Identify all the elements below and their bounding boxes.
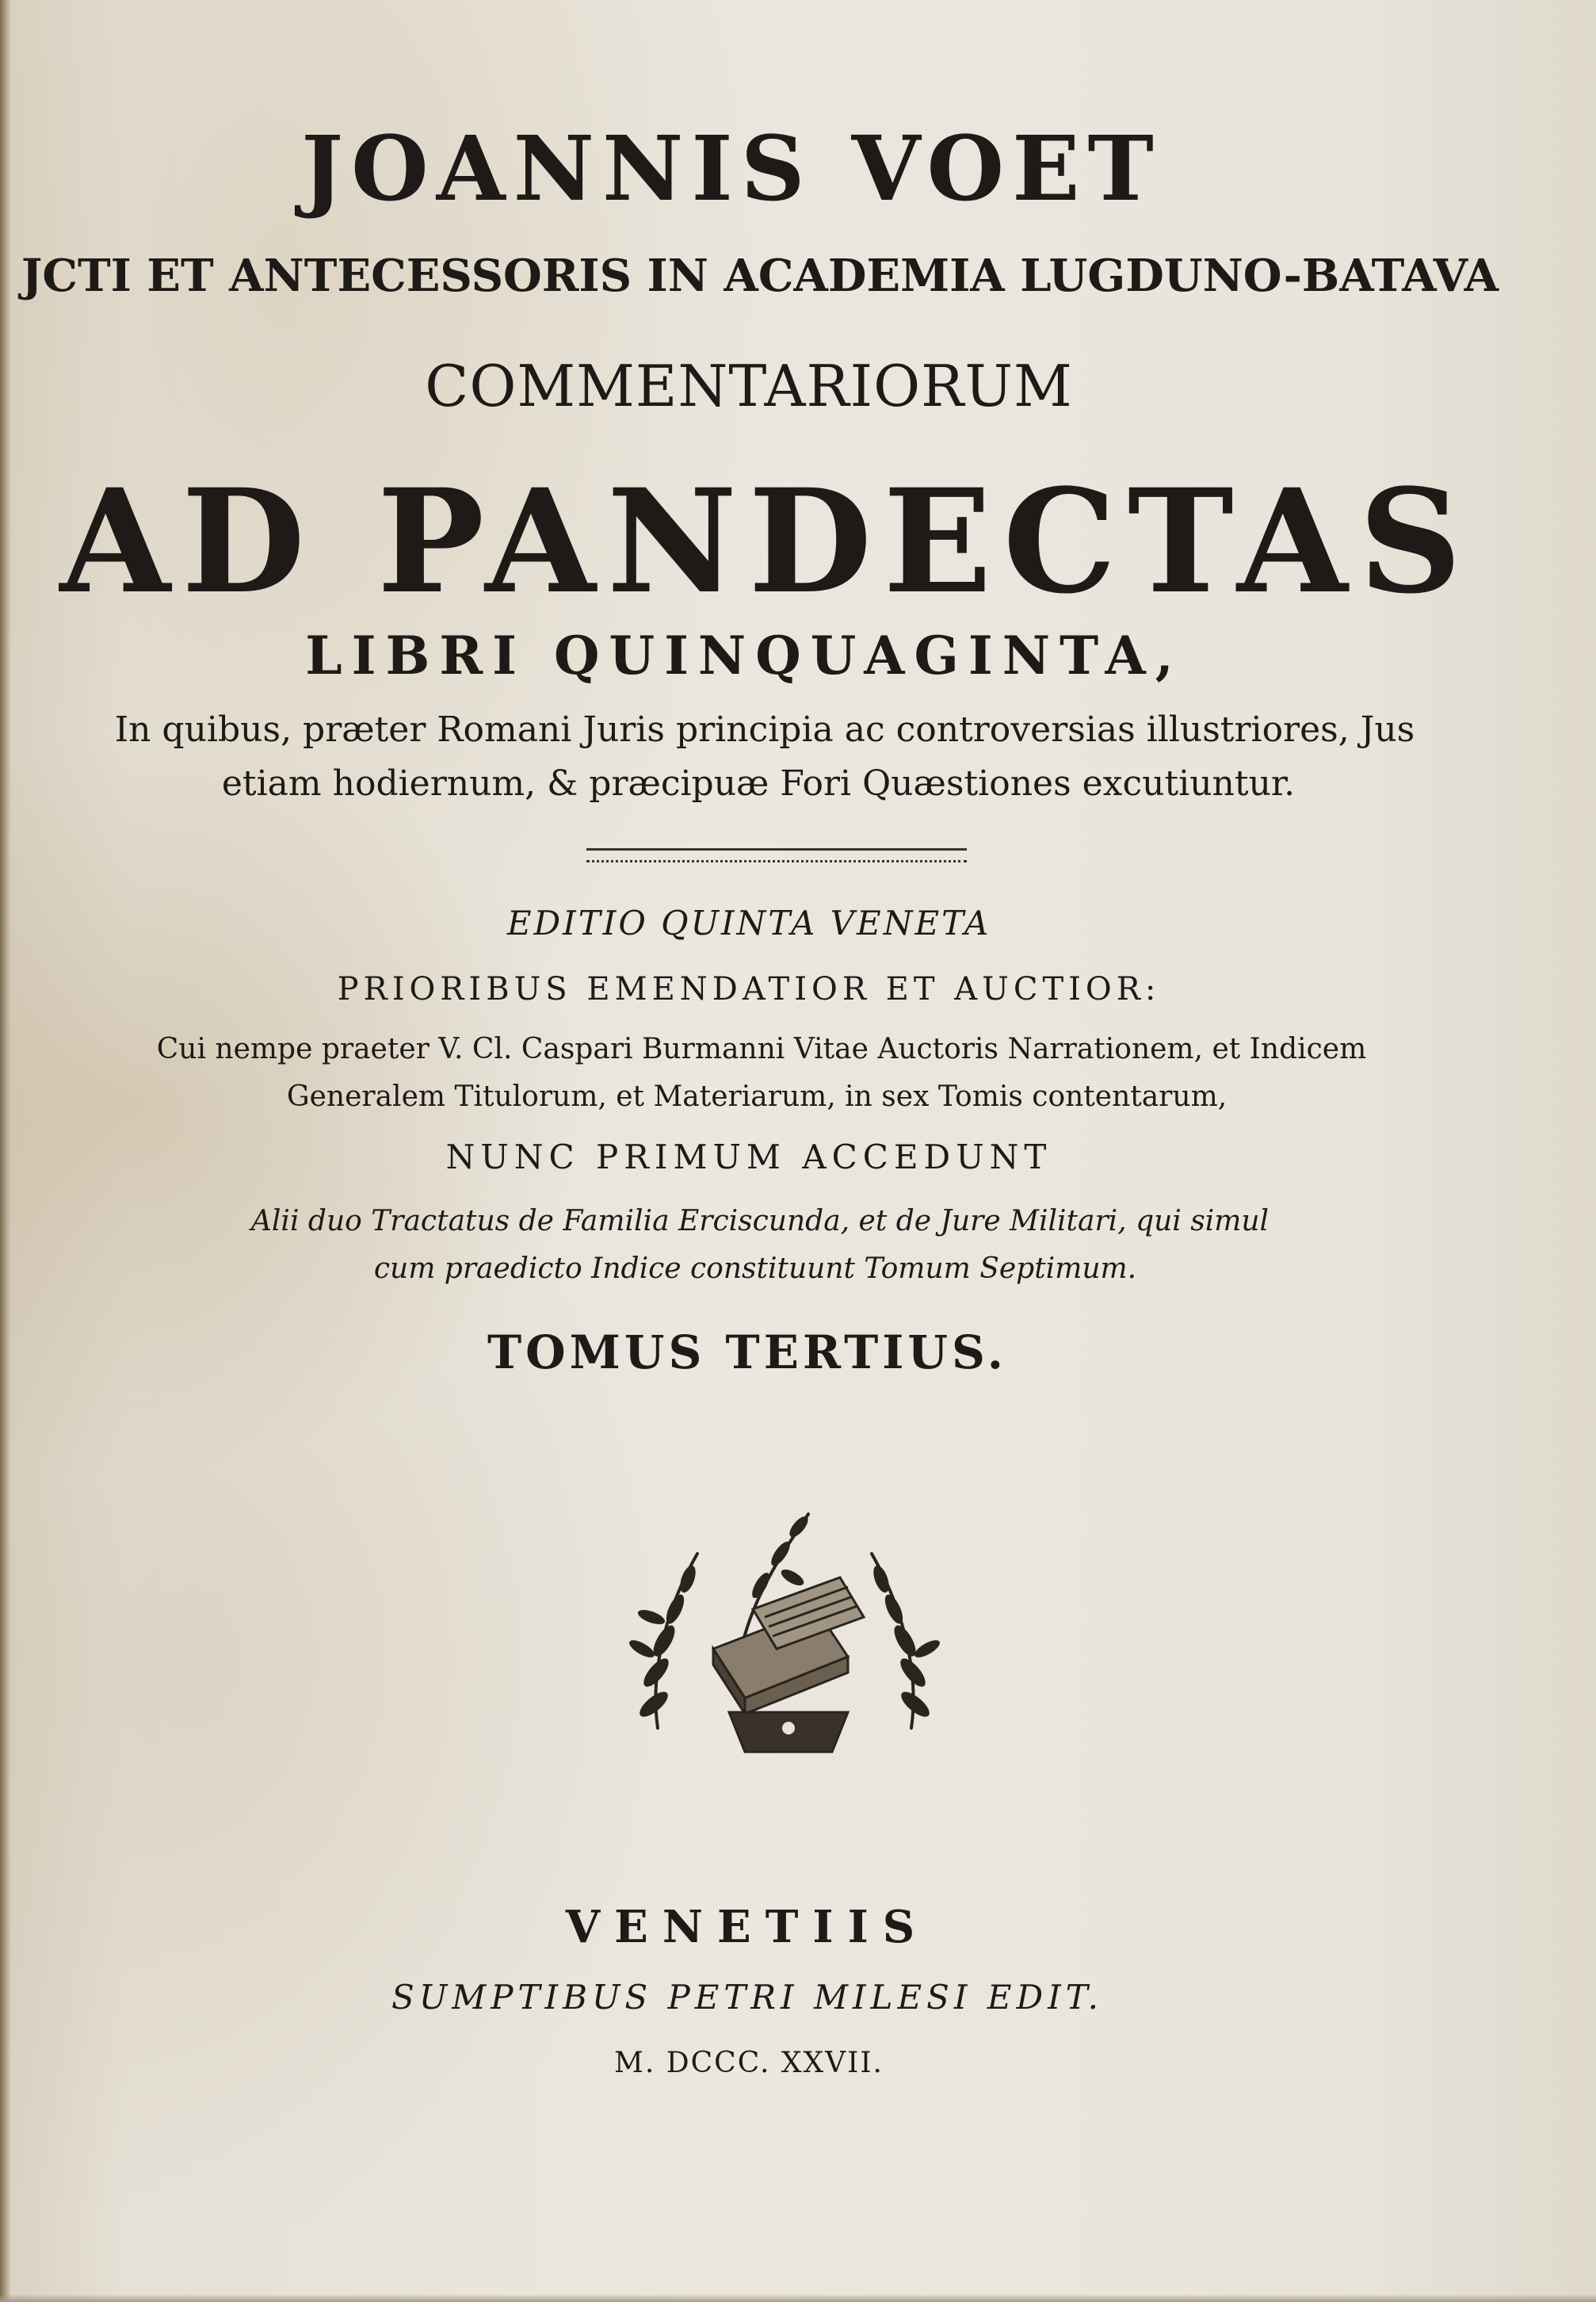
- author-title: JCTI ET ANTECESSORIS IN ACADEMIA LUGDUNO-BATAVA: [21, 250, 1499, 302]
- publisher-line: SUMPTIBUS PETRI MILESI EDIT.: [391, 1978, 1103, 2017]
- description-line1: In quibus, præter Romani Juris principia ac controversias illustriores, Jus: [114, 709, 1415, 750]
- publication-year: M. DCCC. XXVII.: [614, 2047, 884, 2079]
- books-laurel-vignette-icon: [610, 1490, 959, 1768]
- additions-line2: cum praedicto Indice constituunt Tomum Septimum.: [373, 1252, 1137, 1285]
- contents-line2: Generalem Titulorum, et Materiarum, in sex Tomis contentarum,: [286, 1080, 1228, 1113]
- author-name: JOANNIS VOET: [301, 117, 1162, 221]
- edition-statement: EDITIO QUINTA VENETA: [506, 904, 991, 943]
- accedunt-heading: NUNC PRIMUM ACCEDUNT: [445, 1138, 1052, 1176]
- work-title-line1: COMMENTARIORUM: [425, 353, 1073, 419]
- additions-line1: Alii duo Tractatus de Familia Erciscunda, et de Jure Militari, qui simul: [250, 1205, 1270, 1237]
- place-of-publication: VENETIIS: [565, 1901, 930, 1953]
- work-title-line3: LIBRI QUINQUAGINTA,: [305, 625, 1183, 686]
- volume-number: TOMUS TERTIUS.: [487, 1325, 1007, 1379]
- contents-line1: Cui nempe praeter V. Cl. Caspari Burmanni Vitae Auctoris Narrationem, et Indicem: [156, 1033, 1367, 1065]
- edition-note: PRIORIBUS EMENDATIOR ET AUCTIOR:: [337, 971, 1161, 1008]
- work-title-main: AD PANDECTAS: [59, 458, 1473, 625]
- ornamental-rule: [586, 848, 967, 862]
- page-edge-bottom: [0, 2294, 1596, 2302]
- description-line2: etiam hodiernum, & præcipuæ Fori Quæstiones excutiuntur.: [221, 763, 1296, 804]
